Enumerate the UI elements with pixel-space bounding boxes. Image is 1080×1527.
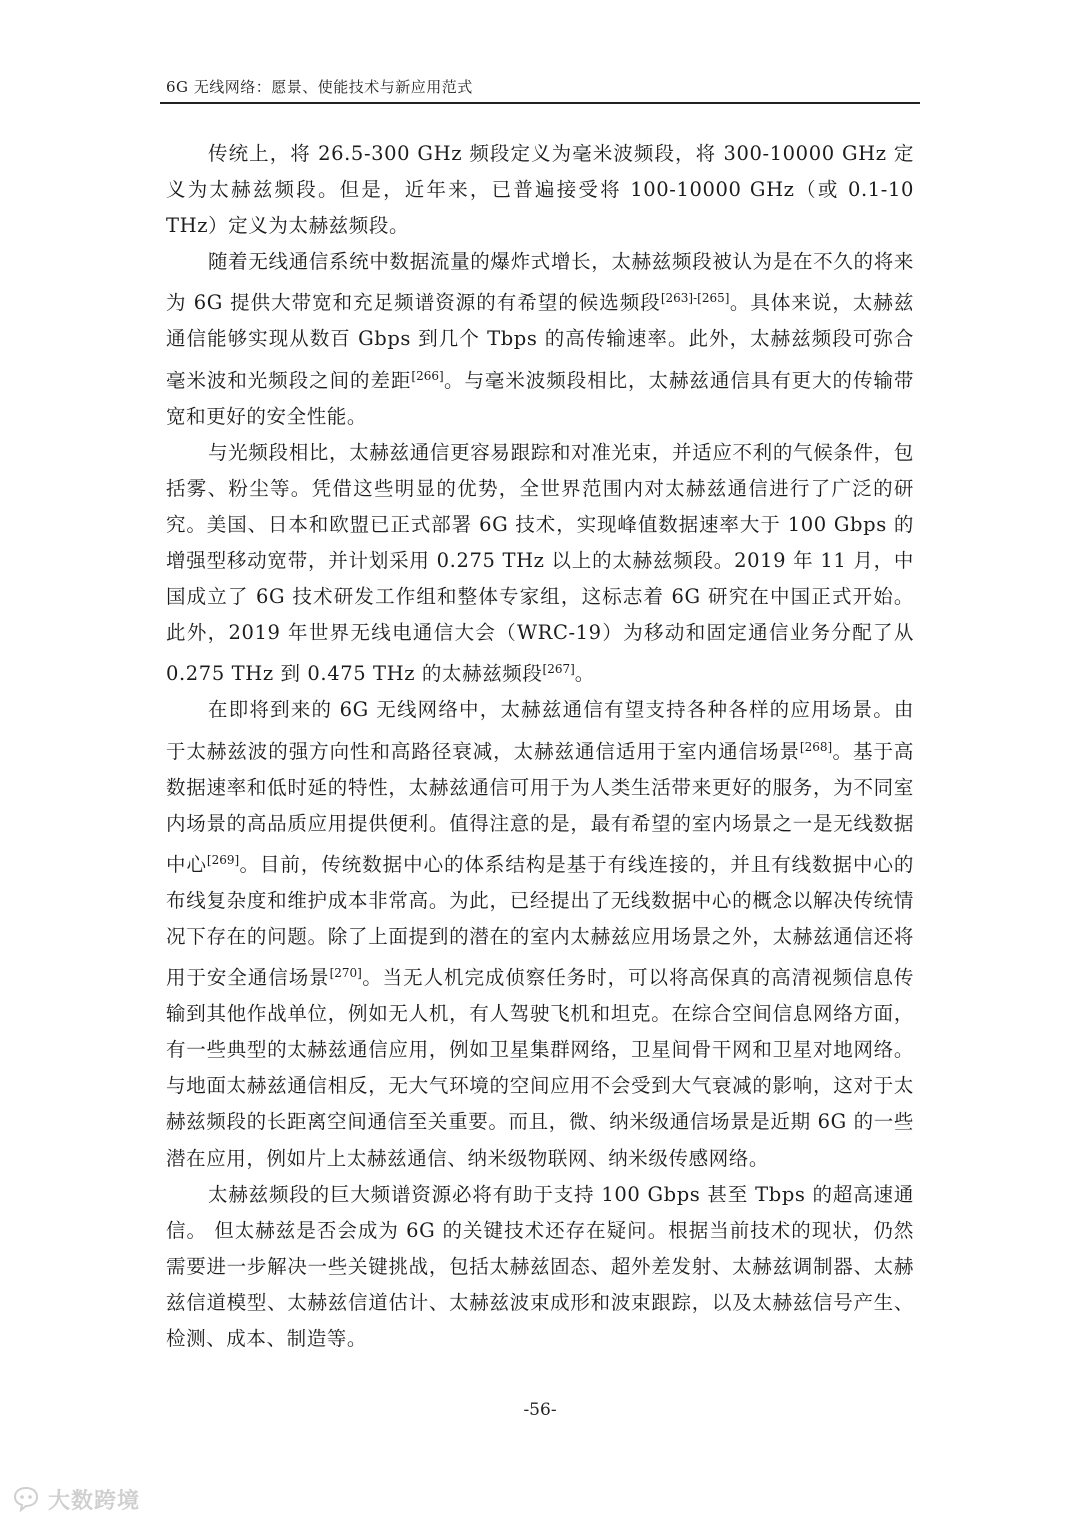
paragraph-text: 。基于高数据速率和低时延的特性，太赫兹通信可用于为人类生活带来更好的服务，为不同室内场景的高品质应用提供便利。值得注意的是，最有希望的室内场景之一是无线数据中心 bbox=[166, 739, 914, 876]
body-text bbox=[166, 136, 914, 1357]
watermark-text: 大数跨境 bbox=[48, 1488, 141, 1514]
chat-bubble-logo-icon bbox=[12, 1486, 42, 1512]
citation-superscript: [269] bbox=[206, 852, 240, 867]
paragraph-text: 在即将到来的 6G 无线网络中，太赫兹通信有望支持各种各样的应用场景。由于太赫兹波的强方向性和高路径衰减，太赫兹通信适用于室内通信场景 bbox=[166, 698, 914, 763]
page-number: -56- bbox=[523, 1400, 557, 1420]
citation-superscript: [268] bbox=[799, 739, 833, 754]
citation-superscript: [266] bbox=[411, 368, 444, 383]
header-title: 6G 无线网络：愿景、使能技术与新应用范式 bbox=[166, 78, 473, 96]
paragraph bbox=[166, 435, 914, 693]
running-header bbox=[160, 76, 920, 104]
paragraph-text: 。目前，传统数据中心的体系结构是基于有线连接的，并且有线数据中心的布线复杂度和维护成本非常高。为此，已经提出了无线数据中心的概念以解决传统情况下存在的问题。除了上面提到的潜在的室内太赫兹应用场景之外，太赫兹通信还将用于安全通信场景 bbox=[166, 852, 914, 990]
citation-superscript: [270] bbox=[329, 966, 362, 981]
paragraph bbox=[166, 692, 914, 1176]
paragraph-text: 。与毫米波频段相比，太赫兹通信具有更大的传输带宽和更好的安全性能。 bbox=[166, 368, 914, 428]
paragraph bbox=[166, 1177, 914, 1357]
paragraph-text: 与光频段相比，太赫兹通信更容易跟踪和对准光束，并适应不利的气候条件，包括雾、粉尘等。凭借这些明显的优势，全世界范围内对太赫兹通信进行了广泛的研究。美国、日本和欧盟已正式部署 6G 技术，实现峰值数据速率大于 100 Gbps 的增强型移动宽带，并计划采用 0.275 THz 以上的太赫兹频段。2019 年 11 月，中国成立了 6G 技术研发工作组和整体专家组，这标志着 6G 研究在中国正式开始。 此外，2019 年世界无线电通信大会（WRC-19）为移动和固定通信业务分配了从 0.275 THz 到 0.475 THz 的太赫兹频段 bbox=[166, 440, 914, 686]
paragraph-text: 。具体来说，太赫兹通信能够实现从数百 Gbps 到几个 Tbps 的高传输速率。此外，太赫兹频段可弥合毫米波和光频段之间的差距 bbox=[166, 291, 914, 392]
paragraph bbox=[166, 244, 914, 434]
paragraph bbox=[166, 136, 914, 244]
paragraph-text: 。当无人机完成侦察任务时，可以将高保真的高清视频信息传输到其他作战单位，例如无人机，有人驾驶飞机和坦克。在综合空间信息网络方面，有一些典型的太赫兹通信应用，例如卫星集群网络，卫星间骨干网和卫星对地网络。与地面太赫兹通信相反，无大气环境的空间应用不会受到大气衰减的影响，这对于太赫兹频段的长距离空间通信至关重要。而且，微、纳米级通信场景是近期 6G 的一些潜在应用，例如片上太赫兹通信、纳米级物联网、纳米级传感网络。 bbox=[166, 966, 914, 1170]
paragraph-text: 。 bbox=[574, 662, 595, 686]
citation-superscript: [267] bbox=[542, 662, 575, 677]
paragraph-text: 太赫兹频段的巨大频谱资源必将有助于支持 100 Gbps 甚至 Tbps 的超高速通信。 但太赫兹是否会成为 6G 的关键技术还存在疑问。根据当前技术的现状，仍然需要进一步解决一些关键挑战，包括太赫兹固态、超外差发射、太赫兹调制器、太赫兹信道模型、太赫兹信道估计、太赫兹波束成形和波束跟踪，以及太赫兹信号产生、检测、成本、制造等。 bbox=[166, 1182, 914, 1350]
paragraph-text: 传统上，将 26.5-300 GHz 频段定义为毫米波频段，将 300-10000 GHz 定义为太赫兹频段。但是，近年来，已普遍接受将 100-10000 GHz（或 0.1-10 THz）定义为太赫兹频段。 bbox=[166, 142, 914, 238]
citation-superscript: [263]-[265] bbox=[660, 291, 730, 306]
paragraph-text: 随着无线通信系统中数据流量的爆炸式增长，太赫兹频段被认为是在不久的将来为 6G 提供大带宽和充足频谱资源的有希望的候选频段 bbox=[166, 250, 914, 315]
watermark bbox=[12, 1484, 140, 1514]
